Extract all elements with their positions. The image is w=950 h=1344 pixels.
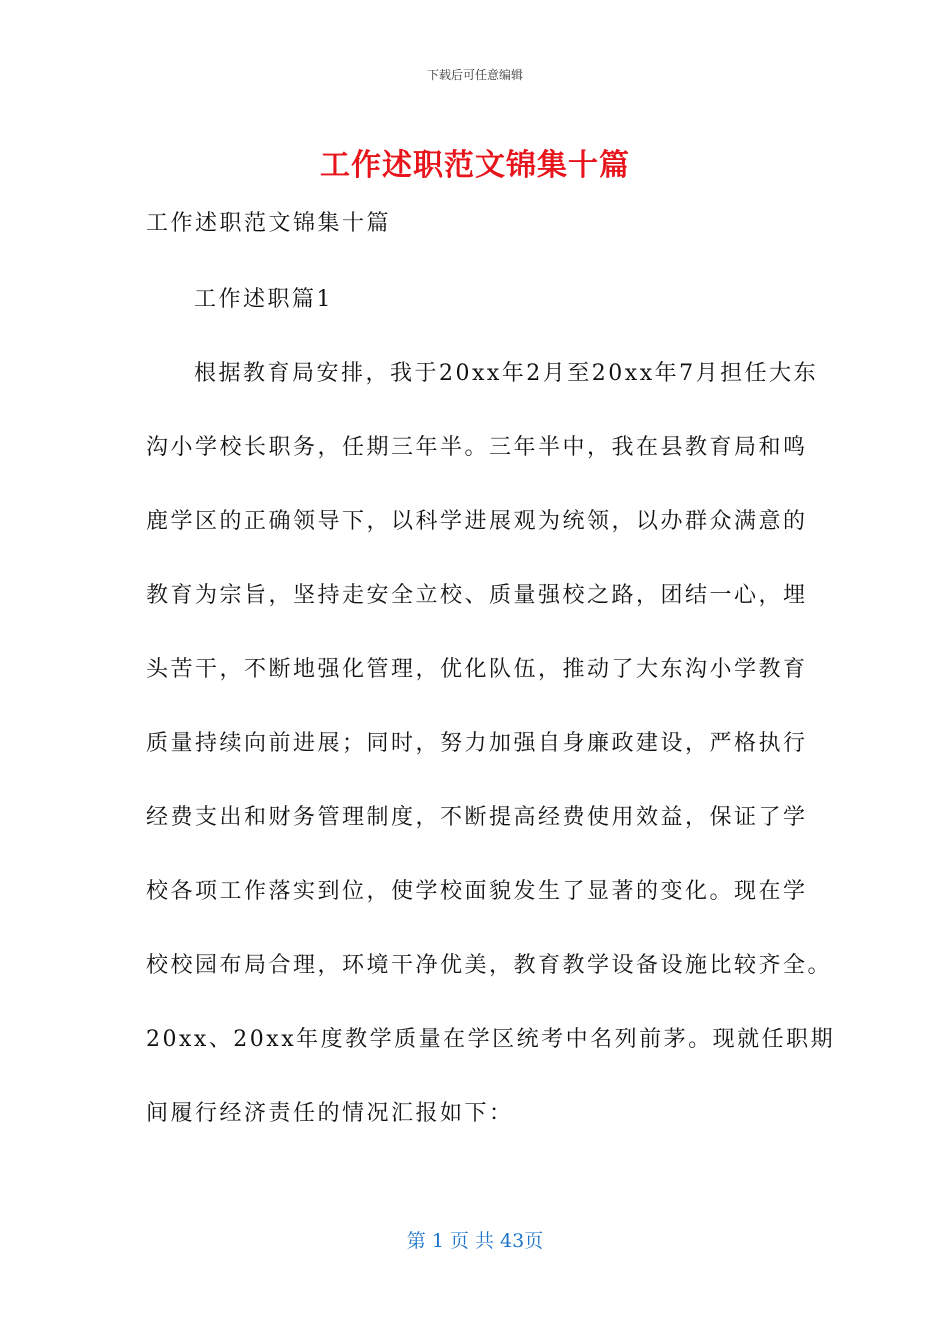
paragraph-line: 头苦干，不断地强化管理，优化队伍，推动了大东沟小学教育	[146, 657, 808, 682]
paragraph-line: 鹿学区的正确领导下，以科学进展观为统领，以办群众满意的	[146, 509, 808, 534]
paragraph-line: 20xx、20xx年度教学质量在学区统考中名列前茅。现就任职期	[146, 1027, 836, 1052]
paragraph-line: 根据教育局安排，我于20xx年2月至20xx年7月担任大东	[194, 361, 819, 386]
header-note: 下载后可任意编辑	[426, 68, 523, 82]
paragraph-line: 沟小学校长职务，任期三年半。三年半中，我在县教育局和鸣	[146, 435, 808, 460]
section-heading: 工作述职篇1	[194, 287, 333, 312]
paragraph-line: 校校园布局合理，环境干净优美，教育教学设备设施比较齐全。	[146, 953, 833, 978]
document-title: 工作述职范文锦集十篇	[320, 148, 630, 183]
paragraph-line: 间履行经济责任的情况汇报如下：	[146, 1101, 514, 1126]
paragraph-line: 经费支出和财务管理制度，不断提高经费使用效益，保证了学	[146, 805, 808, 830]
paragraph-line: 教育为宗旨，坚持走安全立校、质量强校之路，团结一心，埋	[146, 583, 808, 608]
subtitle-line: 工作述职范文锦集十篇	[146, 211, 392, 236]
paragraph-line: 质量持续向前进展；同时，努力加强自身廉政建设，严格执行	[146, 731, 808, 756]
paragraph-line: 校各项工作落实到位，使学校面貌发生了显著的变化。现在学	[146, 879, 808, 904]
page-number-footer: 第 1 页 共 43页	[406, 1230, 544, 1252]
